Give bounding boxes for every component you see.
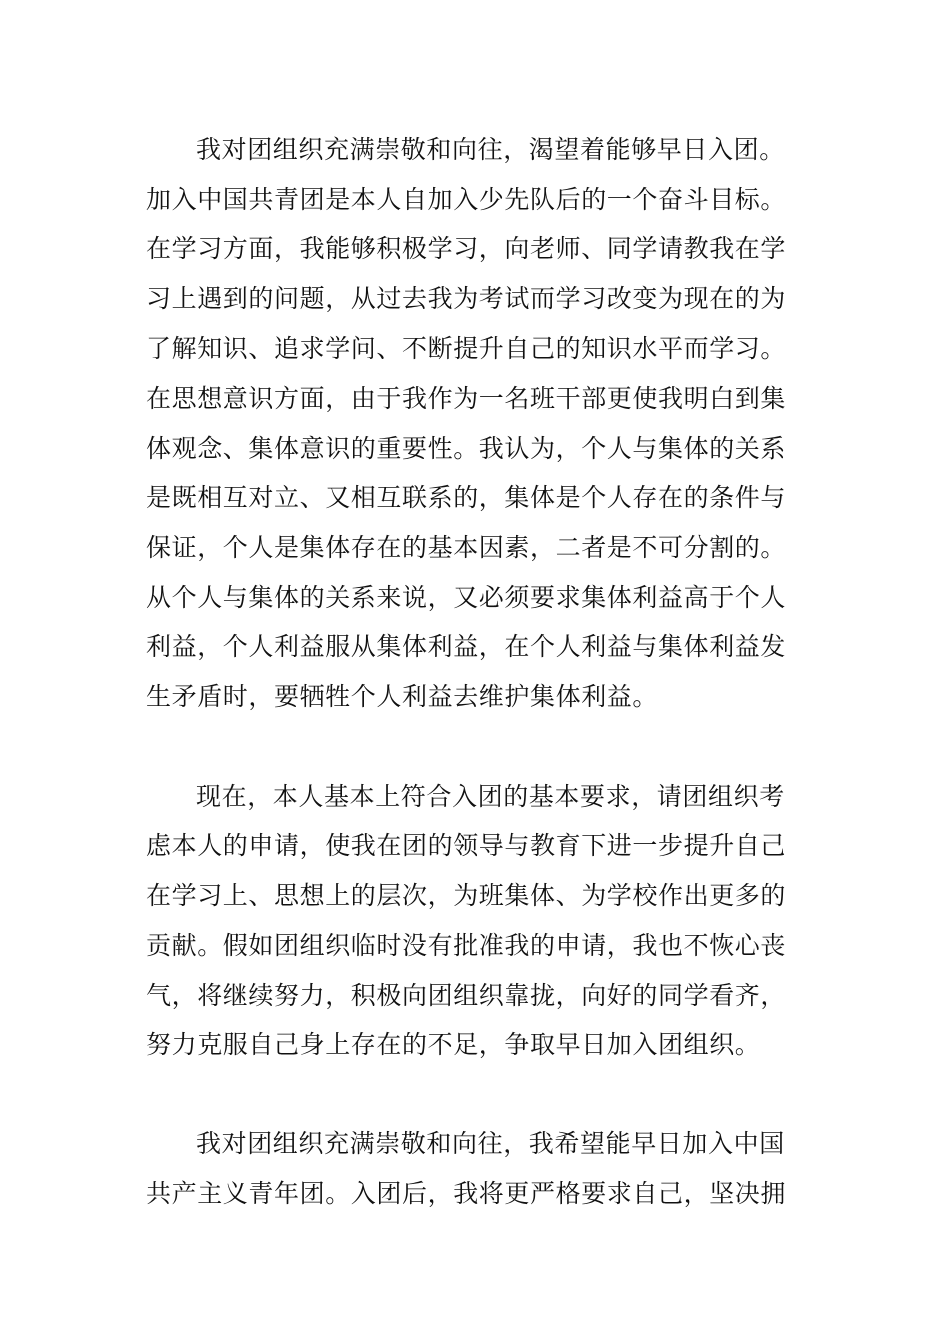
text-line: 体观念、集体意识的重要性。我认为，个人与集体的关系 [146, 434, 787, 463]
text-line: 共产主义青年团。入团后，我将更严格要求自己，坚决拥 [146, 1179, 787, 1208]
text-line: 生矛盾时，要牺牲个人利益去维护集体利益。 [146, 682, 659, 711]
text-line: 气，将继续努力，积极向团组织靠拢，向好的同学看齐， [146, 981, 787, 1010]
text-line: 利益，个人利益服从集体利益，在个人利益与集体利益发 [146, 632, 787, 661]
text-line: 我对团组织充满崇敬和向往，我希望能早日加入中国 [196, 1129, 785, 1158]
text-line: 虑本人的申请，使我在团的领导与教育下进一步提升自己 [146, 831, 787, 860]
text-line: 在学习上、思想上的层次，为班集体、为学校作出更多的 [146, 881, 787, 910]
text-line: 是既相互对立、又相互联系的，集体是个人存在的条件与 [146, 483, 787, 512]
text-line: 加入中国共青团是本人自加入少先队后的一个奋斗目标。 [146, 185, 787, 214]
text-line: 习上遇到的问题，从过去我为考试而学习改变为现在的为 [146, 284, 787, 313]
text-line: 努力克服自己身上存在的不足，争取早日加入团组织。 [146, 1030, 761, 1059]
text-line: 现在，本人基本上符合入团的基本要求，请团组织考 [196, 782, 785, 811]
text-line: 在思想意识方面，由于我作为一名班干部更使我明白到集 [146, 384, 787, 413]
text-line: 从个人与集体的关系来说，又必须要求集体利益高于个人 [146, 583, 787, 612]
text-line: 在学习方面，我能够积极学习，向老师、同学请教我在学 [146, 234, 787, 263]
text-line: 我对团组织充满崇敬和向往，渴望着能够早日入团。 [196, 135, 785, 164]
text-line: 保证，个人是集体存在的基本因素，二者是不可分割的。 [146, 533, 787, 562]
text-line: 贡献。假如团组织临时没有批准我的申请，我也不恢心丧 [146, 931, 787, 960]
text-line: 了解知识、追求学问、不断提升自己的知识水平而学习。 [146, 334, 787, 363]
